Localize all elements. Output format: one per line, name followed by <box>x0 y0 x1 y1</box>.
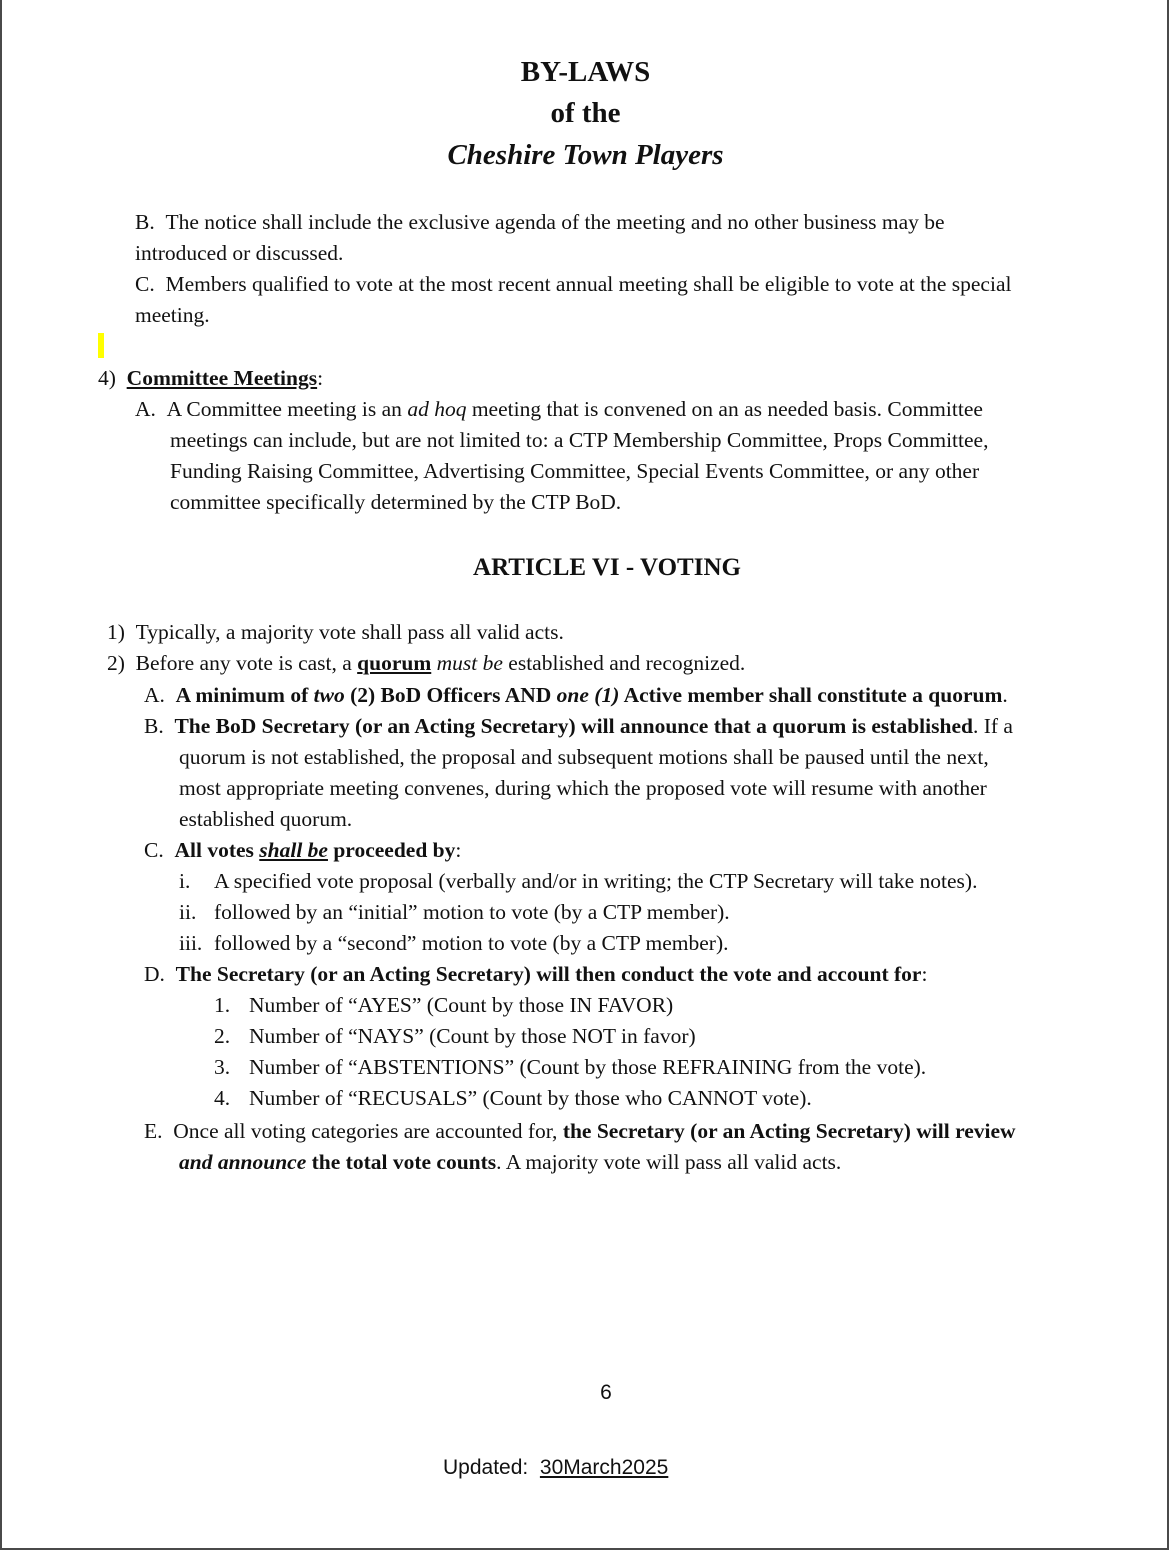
item-text: followed by an “initial” motion to vote (by a CTP member). <box>214 900 730 924</box>
text-run-bold: All votes <box>174 838 260 862</box>
text-run-italic: must be <box>436 651 503 675</box>
item-label: E. <box>144 1119 163 1143</box>
committee-item-a-line4: committee specifically determined by the CTP BoD. <box>170 490 622 514</box>
text-run: : <box>921 962 928 986</box>
item-text: Number of “NAYS” (Count by those NOT in favor) <box>249 1024 696 1048</box>
item-text: Members qualified to vote at the most recent annual meeting shall be eligible to vote at the special <box>165 272 1012 296</box>
item-number: 2. <box>214 1024 231 1048</box>
item-label: B. <box>144 714 164 738</box>
article-item-b-line2: quorum is not established, the proposal and subsequent motions shall be paused until the next, <box>179 745 989 769</box>
page-number: 6 <box>600 1381 612 1404</box>
list-item <box>214 1021 696 1052</box>
list-item <box>179 897 730 928</box>
updated-label: Updated: <box>443 1456 540 1479</box>
doc-subtitle: of the <box>550 97 621 129</box>
item-number: ii. <box>179 900 197 924</box>
article-item-b-line1 <box>144 711 1013 742</box>
article-item-b-line3: most appropriate meeting convenes, during which the proposed vote will resume with another <box>179 776 987 800</box>
article-item-e-line2 <box>179 1147 841 1178</box>
org-name: Cheshire Town Players <box>447 139 724 171</box>
doc-title: BY-LAWS <box>520 56 651 88</box>
item-text: Number of “AYES” (Count by those IN FAVOR) <box>249 993 674 1017</box>
item-label: C. <box>144 838 164 862</box>
committee-item-a-line3: Funding Raising Committee, Advertising Committee, Special Events Committee, or any other <box>170 459 980 483</box>
item-text: The notice shall include the exclusive agenda of the meeting and no other business may be <box>165 210 945 234</box>
committee-colon: : <box>317 366 324 390</box>
list-item <box>214 990 674 1021</box>
text-run-bold-italic: one (1) <box>556 683 620 707</box>
article-heading: ARTICLE VI - VOTING <box>473 554 741 581</box>
committee-item-a-line2: meetings can include, but are not limited to: a CTP Membership Committee, Props Committee, <box>170 428 989 452</box>
text-run: meeting that is convened on an as needed basis. Committee <box>466 397 983 421</box>
list-item <box>214 1083 812 1114</box>
text-run-bold-italic: two <box>313 683 345 707</box>
special-item-c-line2: meeting. <box>135 303 210 327</box>
special-item-c-line1 <box>135 269 1011 300</box>
text-run: . A majority vote will pass all valid acts. <box>496 1150 842 1174</box>
special-item-b-line2: introduced or discussed. <box>135 241 344 265</box>
article-item-b-line4: established quorum. <box>179 807 353 831</box>
item-number: 3. <box>214 1055 231 1079</box>
article-item-a <box>144 680 1008 711</box>
text-run: Before any vote is cast, a <box>135 651 358 675</box>
item-label: D. <box>144 962 165 986</box>
updated-date: 30March2025 <box>539 1456 669 1479</box>
text-run-bold: Active member shall constitute a quorum <box>619 683 1003 707</box>
text-run: . <box>1002 683 1008 707</box>
committee-title: Committee Meetings <box>126 366 318 390</box>
item-label: A. <box>144 683 165 707</box>
item-text: followed by a “second” motion to vote (by a CTP member). <box>214 931 729 955</box>
item-number: 4. <box>214 1086 231 1110</box>
item-number: iii. <box>179 931 203 955</box>
item-label: A. <box>135 397 156 421</box>
committee-number: 4) <box>98 366 116 390</box>
item-number: 2) <box>107 651 125 675</box>
text-run: : <box>455 838 462 862</box>
text-run: . If a <box>972 714 1013 738</box>
text-run-bold: The Secretary (or an Acting Secretary) will then conduct the vote and account for <box>175 962 922 986</box>
item-text: Typically, a majority vote shall pass all valid acts. <box>135 620 564 644</box>
text-run-bold: (2) BoD Officers AND <box>344 683 557 707</box>
item-text: Number of “ABSTENTIONS” (Count by those REFRAINING from the vote). <box>249 1055 927 1079</box>
item-label: B. <box>135 210 155 234</box>
item-text: A specified vote proposal (verbally and/or in writing; the CTP Secretary will take notes). <box>214 869 978 893</box>
text-run-bold: the Secretary (or an Acting Secretary) will review <box>562 1119 1016 1143</box>
text-run-bold-italic: and announce <box>179 1150 307 1174</box>
text-cursor-highlight <box>98 333 104 358</box>
text-run-bold: A minimum of <box>175 683 314 707</box>
article-item-c <box>144 835 461 866</box>
item-number: 1) <box>107 620 125 644</box>
article-item-e-line1 <box>144 1116 1016 1147</box>
item-text: Number of “RECUSALS” (Count by those who CANNOT vote). <box>249 1086 812 1110</box>
item-label: C. <box>135 272 155 296</box>
article-item-2 <box>107 648 745 679</box>
item-number: i. <box>179 869 191 893</box>
text-run: A Committee meeting is an <box>166 397 408 421</box>
article-item-1 <box>107 617 564 648</box>
list-item <box>179 866 978 897</box>
text-run-bold: the total vote counts <box>306 1150 497 1174</box>
special-item-b-line1 <box>135 207 945 238</box>
text-run-bold: proceeded by <box>327 838 456 862</box>
list-item <box>214 1052 927 1083</box>
quorum-term: quorum <box>357 651 432 675</box>
text-run: established and recognized. <box>502 651 746 675</box>
text-run-italic: ad hoq <box>407 397 467 421</box>
committee-heading <box>98 363 323 394</box>
text-run-bold: The BoD Secretary (or an Acting Secretary) will announce that a quorum is established <box>174 714 973 738</box>
updated-footer <box>443 1456 668 1480</box>
list-item <box>179 928 729 959</box>
text-run-bold-italic: shall be <box>259 838 328 862</box>
item-number: 1. <box>214 993 231 1017</box>
text-run: Once all voting categories are accounted for, <box>173 1119 563 1143</box>
committee-item-a-line1 <box>135 394 983 425</box>
article-item-d <box>144 959 927 990</box>
